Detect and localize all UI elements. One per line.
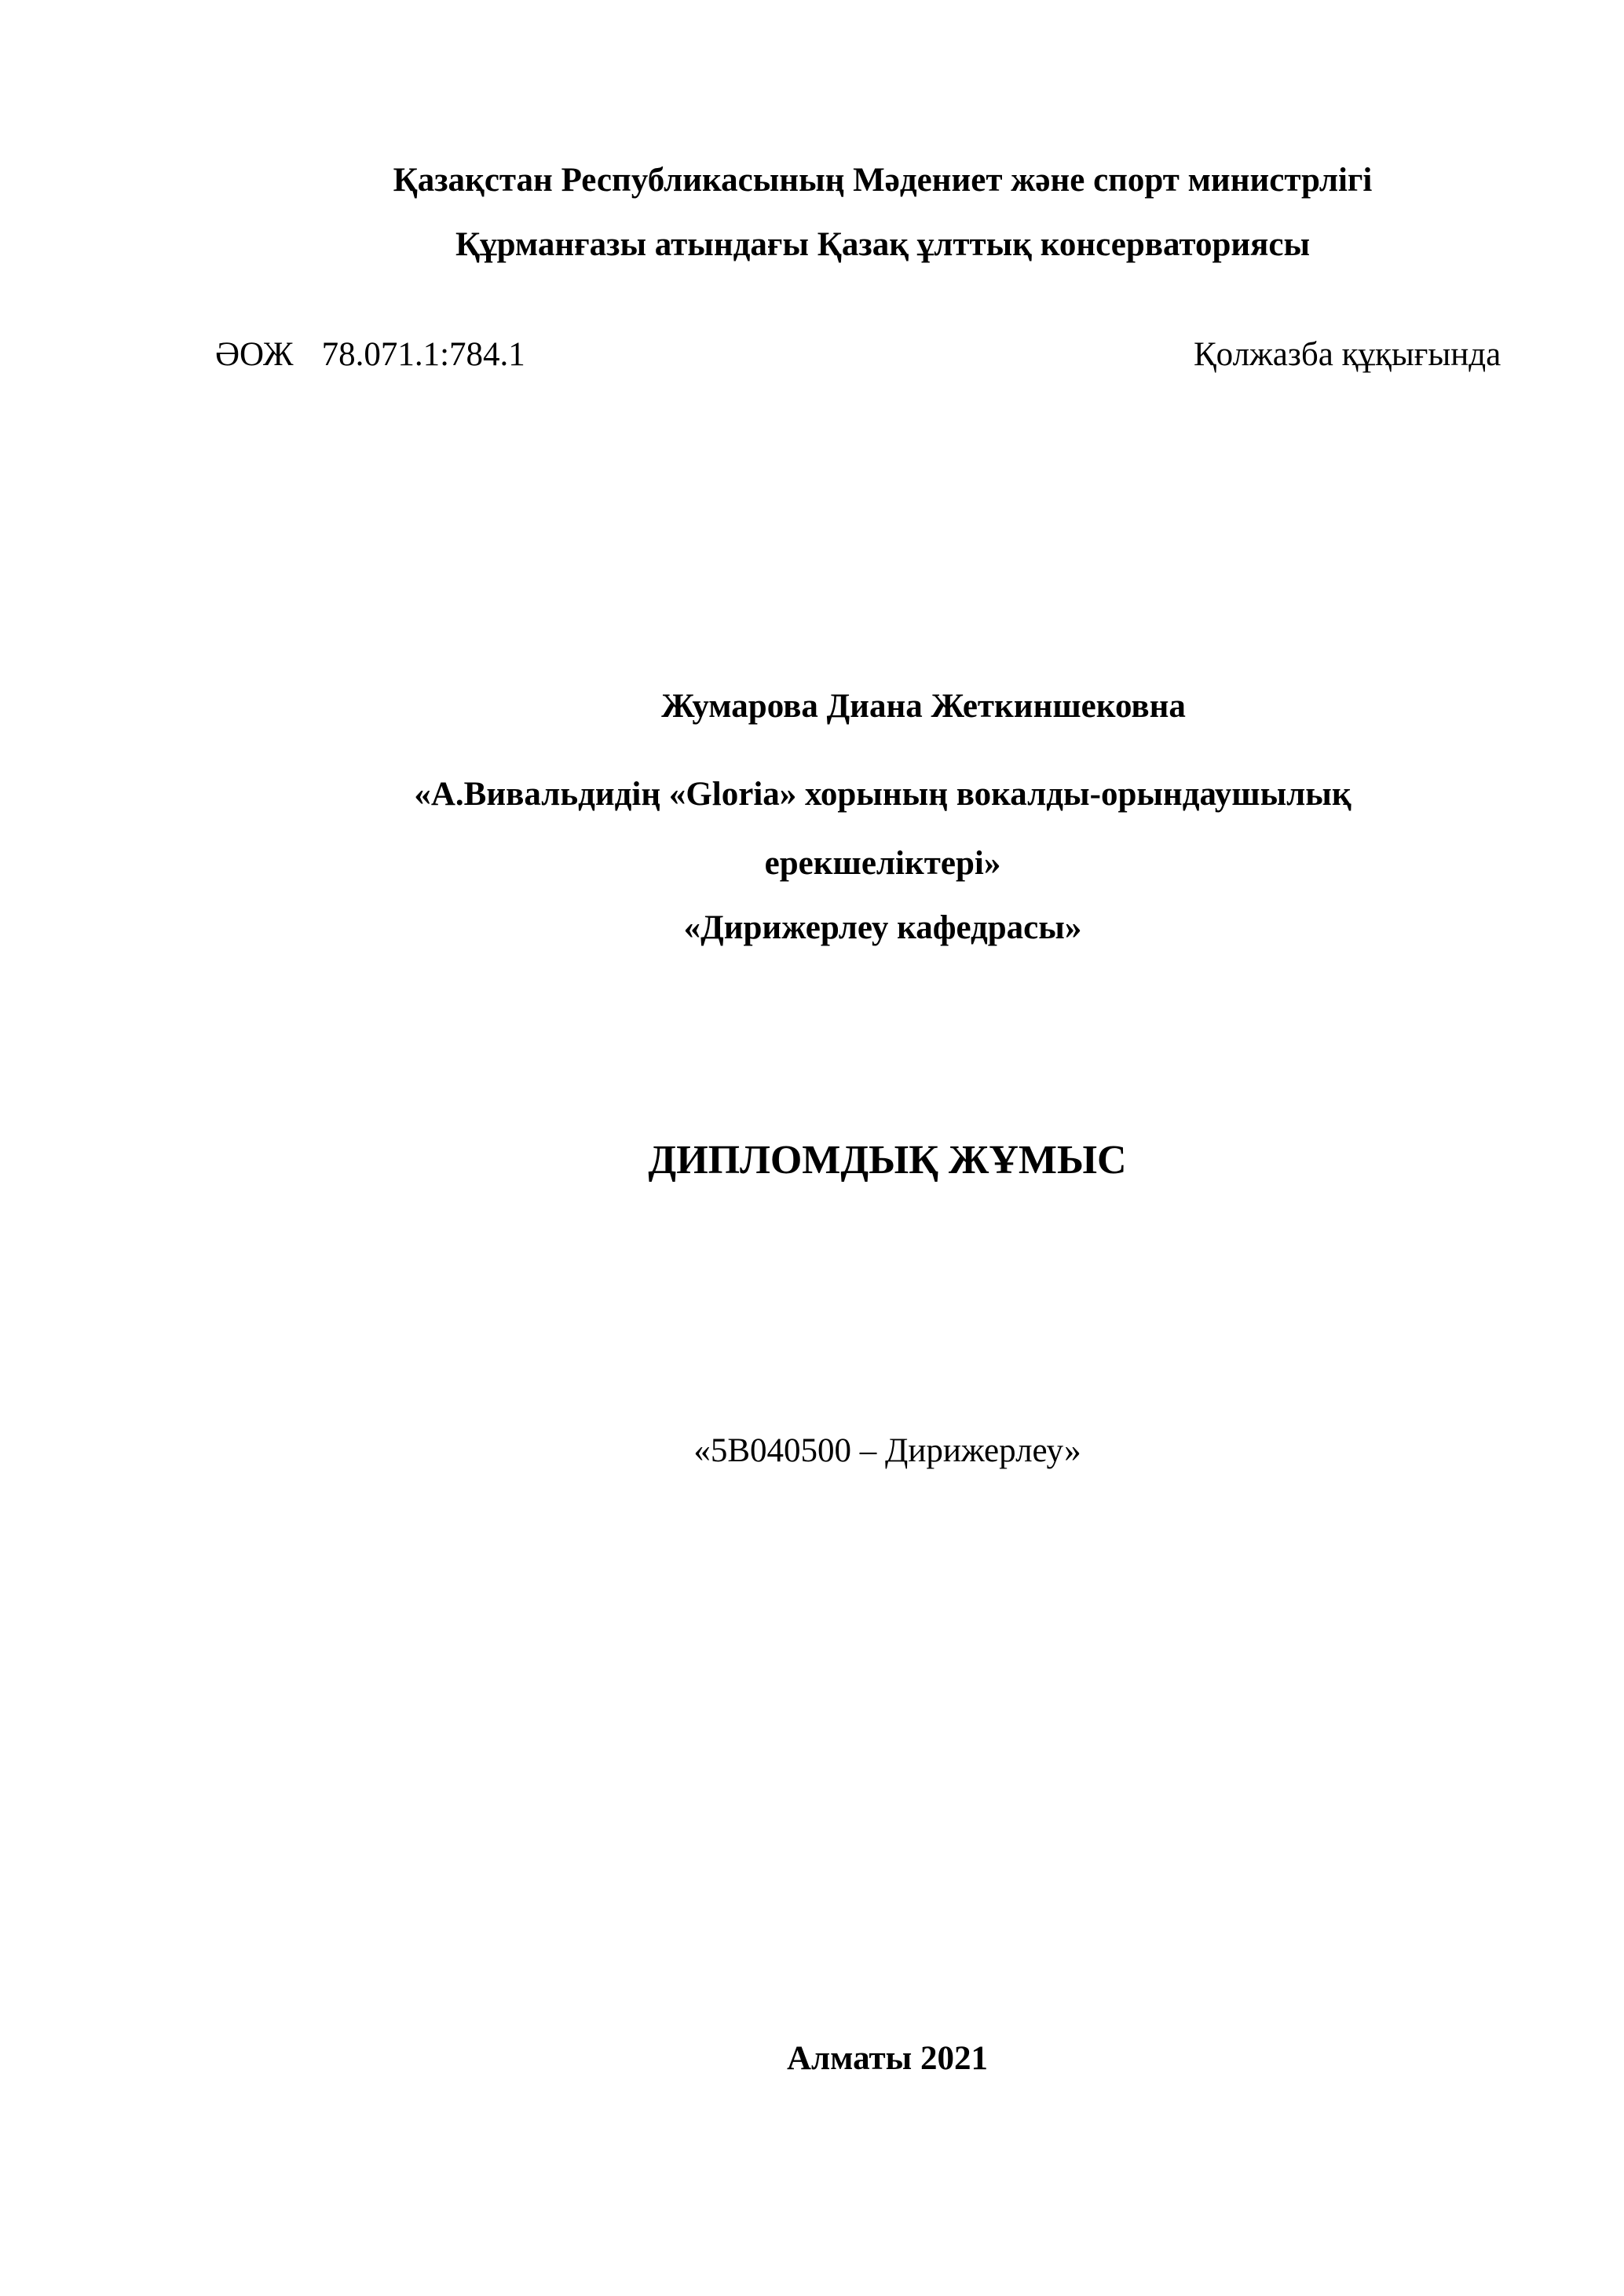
udc-code: 78.071.1:784.1 [321,336,525,373]
document-type: ДИПЛОМДЫҚ ЖҰМЫС [648,1138,1127,1183]
specialty-code: «5В040500 – Дирижерлеу» [693,1432,1081,1469]
manuscript-rights: Қолжазба құқығында [1194,336,1501,373]
udc-block [215,338,525,371]
author-name: Жумарова Диана Жеткиншековна [661,688,1186,725]
conservatory-name: Құрманғазы атындағы Қазақ ұлттық консерваториясы [455,226,1311,263]
udc-label: ӘОЖ [215,336,294,373]
city-year: Алматы 2021 [786,2040,988,2077]
department-name: «Дирижерлеу кафедрасы» [683,909,1082,946]
thesis-title-line-1: «А.Вивальдидің «Gloria» хорының вокалды-орындаушылық [414,776,1352,813]
ministry-name: Қазақстан Республикасының Мәдениет және спорт министрлігі [393,162,1373,199]
thesis-title-line-2: ерекшеліктері» [764,845,1001,882]
